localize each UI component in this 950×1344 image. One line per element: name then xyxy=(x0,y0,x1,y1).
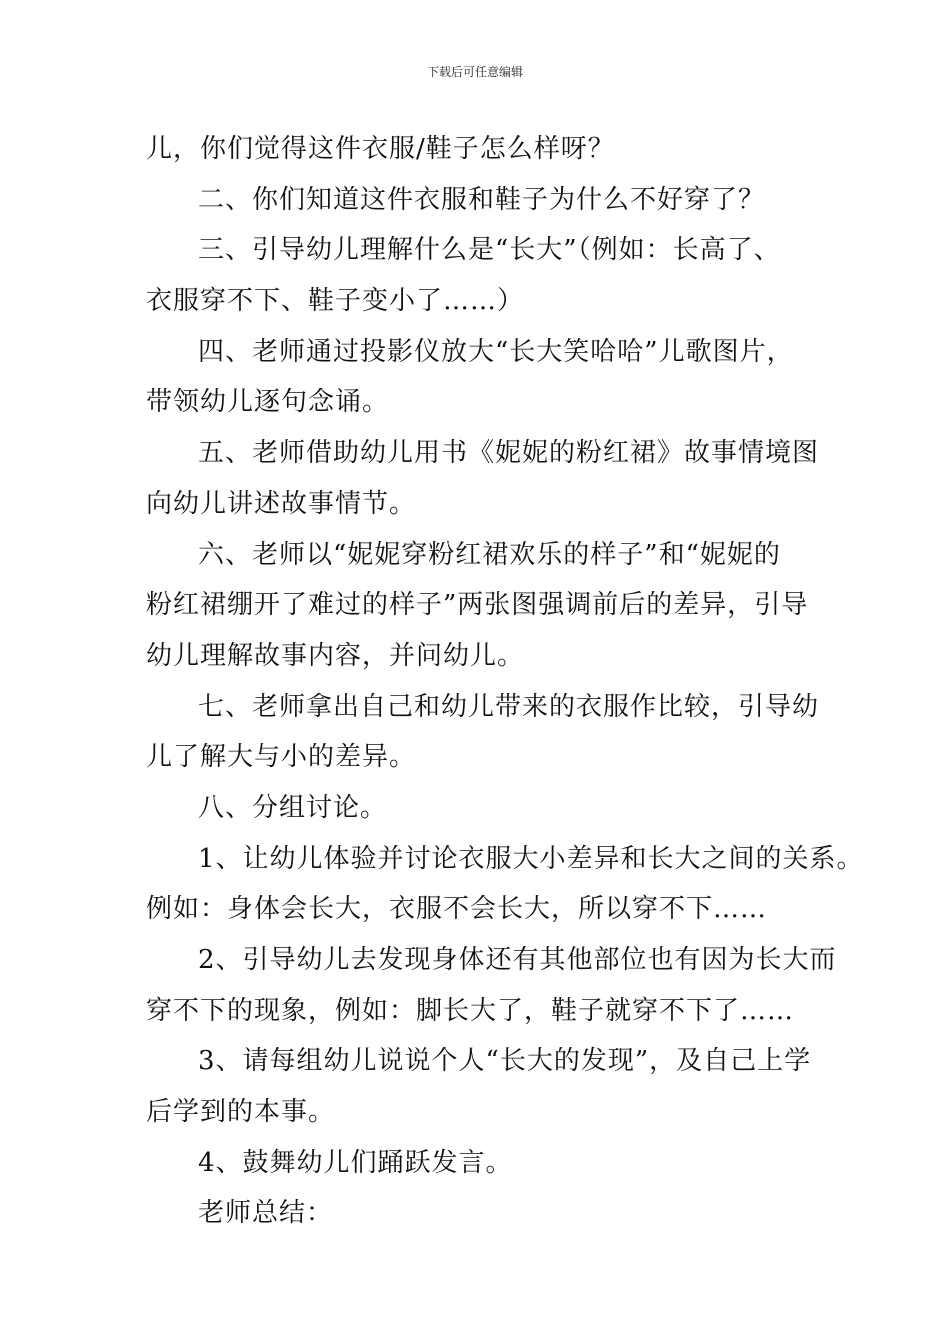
text-line: 例如：身体会长大，衣服不会长大，所以穿不下…… xyxy=(146,894,768,925)
text-line: 七、老师拿出自己和幼儿带来的衣服作比较，引导幼 xyxy=(198,691,820,722)
document-body xyxy=(146,124,864,1239)
text-line: 三、引导幼儿理解什么是“长大”（例如：长高了、 xyxy=(198,235,781,266)
text-line: 六、老师以“妮妮穿粉红裙欢乐的样子”和“妮妮的 xyxy=(198,539,781,570)
text-line: 幼儿理解故事内容，并问幼儿。 xyxy=(146,640,525,671)
text-line: 儿了解大与小的差异。 xyxy=(146,742,417,773)
text-line: 儿，你们觉得这件衣服/鞋子怎么样呀？ xyxy=(146,134,615,164)
text-line: 粉红裙绷开了难过的样子”两张图强调前后的差异，引导 xyxy=(146,590,809,621)
text-line: 向幼儿讲述故事情节。 xyxy=(146,488,417,519)
text-line: 五、老师借助幼儿用书《妮妮的粉红裙》故事情境图 xyxy=(198,438,820,469)
text-line: 带领幼儿逐句念诵。 xyxy=(146,387,390,418)
text-line: 二、你们知道这件衣服和鞋子为什么不好穿了？ xyxy=(198,184,766,215)
text-line: 衣服穿不下、鞋子变小了……） xyxy=(146,286,525,317)
text-line: 老师总结： xyxy=(198,1198,334,1229)
text-line: 4、鼓舞幼儿们踊跃发言。 xyxy=(198,1147,513,1178)
text-line: 3、请每组幼儿说说个人“长大的发现”，及自己上学 xyxy=(198,1046,812,1077)
page-header: 下载后可任意编辑 xyxy=(426,65,523,79)
text-line: 2、引导幼儿去发现身体还有其他部位也有因为长大而 xyxy=(198,945,837,975)
text-line: 1、让幼儿体验并讨论衣服大小差异和长大之间的关系。 xyxy=(198,843,864,874)
text-line: 穿不下的现象，例如：脚长大了，鞋子就穿不下了…… xyxy=(146,995,795,1026)
text-line: 四、老师通过投影仪放大“长大笑哈哈”儿歌图片， xyxy=(198,336,794,367)
text-line: 八、分组讨论。 xyxy=(198,792,388,823)
text-line: 后学到的本事。 xyxy=(146,1097,336,1128)
